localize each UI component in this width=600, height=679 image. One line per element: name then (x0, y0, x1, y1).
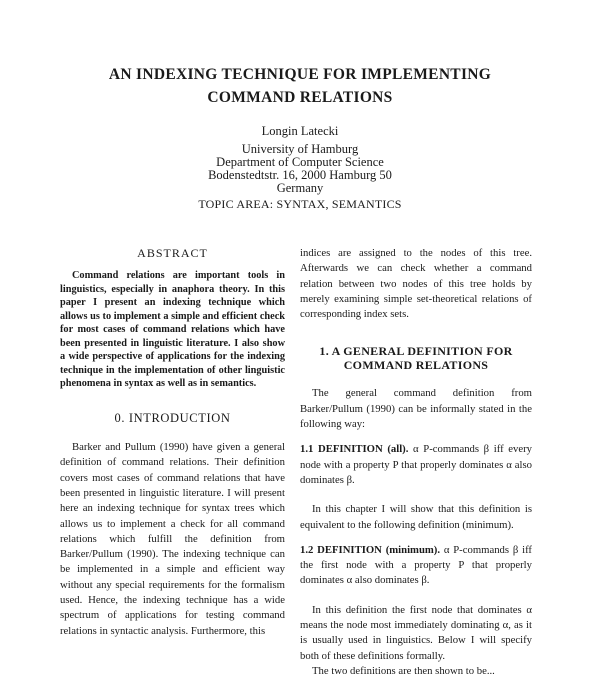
abstract-text: Command relations are important tools in linguistics, especially in anaphora theory. In this paper I present an indexing technique which allows us to implement a simple and efficient check for most cases of command relations which have been presented in linguistic literature. I also show a wide perspective of applications for the indexing technique in the implementation of other linguistic phenomena in syntax as well as in semantics. (60, 270, 285, 390)
section-1-heading-line-2: COMMAND RELATIONS (343, 358, 489, 373)
section-1-intro: The general command definition from Barker/Pullum (1990) can be informally stated in the following way: (300, 387, 532, 431)
right-column (300, 246, 532, 679)
section-1-heading-line-1: 1. A GENERAL DEFINITION FOR (319, 344, 513, 359)
affiliation-block (40, 143, 560, 195)
affiliation-university: University of Hamburg (241, 142, 359, 156)
continuation-text: indices are assigned to the nodes of this tree. Afterwards we can check whether a command relation between two nodes of this tree holds by merely examining simple set-theoretical relations of corresponding index sets. (300, 247, 532, 321)
affiliation-country: Germany (276, 181, 324, 195)
paper-title-line-1: AN INDEXING TECHNIQUE FOR IMPLEMENTING (108, 66, 492, 83)
definition-2-head: 1.2 DEFINITION (minimum). (300, 543, 441, 556)
introduction-heading: 0. INTRODUCTION (114, 410, 231, 425)
affiliation-department: Department of Computer Science (216, 155, 384, 169)
paper-title-line-2: COMMAND RELATIONS (207, 89, 393, 106)
author-name: Longin Latecki (261, 124, 339, 138)
section-1-heading (300, 344, 532, 372)
topic-area: TOPIC AREA: SYNTAX, SEMANTICS (198, 197, 402, 211)
affiliation-address: Bodenstedtstr. 16, 2000 Hamburg 50 (208, 168, 392, 182)
definition-2-follow: In this definition the first node that dominates α means the node most immediately dominating α, as it is usually used in linguistics. Below I will specify both of these definitions formally. (300, 603, 532, 662)
cutoff-text: The two definitions are then shown to be... (312, 664, 495, 677)
introduction-text: Barker and Pullum (1990) have given a general definition of command relations. Their definition covers most cases of command relations that have been presented in linguistic literature. I will present here an indexing technique for syntax trees which allows us to implement a check for all command relations which fulfill the definition from Barker/Pullum (1990). The indexing technique can be implemented in a simple and efficient way without any special requirements for the formalism used. Hence, the indexing technique has a wide spectrum of applications for testing command relations in syntactic analysis. Furthermore, this (60, 441, 285, 637)
definition-2 (300, 543, 532, 589)
definition-1-head: 1.1 DEFINITION (all). (300, 443, 409, 456)
left-column (60, 246, 285, 639)
definition-1-text: α P-commands β iff every node with a property P that properly dominates α also dominates β. (300, 443, 532, 486)
definition-1 (300, 442, 532, 488)
definition-2-text: α P-commands β iff the first node with a property P that properly dominates α also dominates β. (300, 543, 532, 587)
definition-1-follow: In this chapter I will show that this definition is equivalent to the following definition (minimum). (300, 503, 532, 531)
abstract-heading: ABSTRACT (137, 246, 208, 260)
